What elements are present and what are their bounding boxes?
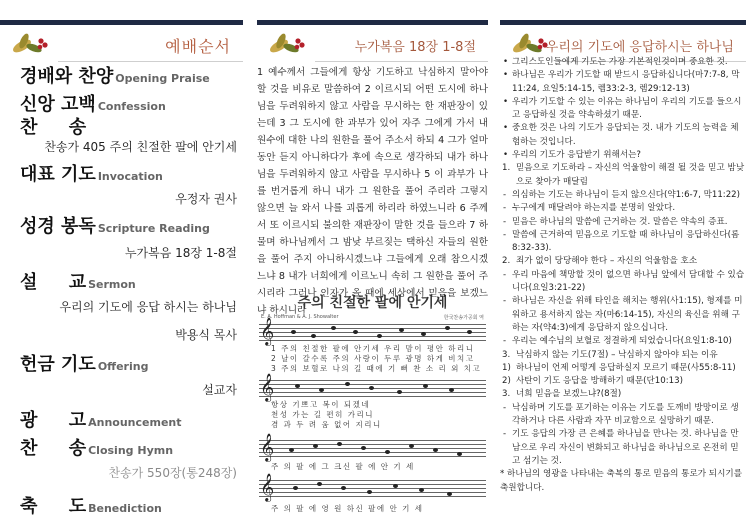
item-korean: 헌금 기도	[20, 354, 96, 375]
lyric-line: 2 날이 갈수록 주의 사랑이 두루 광명 하게 비치고	[271, 354, 475, 363]
header-title: 누가복음 18장 1-8절	[354, 40, 476, 55]
item-english: Announcement	[88, 416, 182, 429]
worship-item	[20, 350, 237, 376]
header-divider	[315, 61, 488, 62]
item-english: Opening Praise	[115, 72, 210, 85]
item-english: Scripture Reading	[97, 222, 210, 235]
leaf-ornament-icon	[10, 30, 52, 60]
column-header	[0, 20, 243, 60]
lyric-line: 겸 과 두 려 움 없어 지리니	[271, 420, 382, 429]
music-staff	[259, 433, 486, 462]
leaf-ornament-icon	[267, 30, 309, 60]
header-title: 예배순서	[165, 37, 231, 56]
note-item: 1. 믿음으로 기도하라 – 자신의 억울함이 해결 될 것을 믿고 밤낮으로 찾아가 매달림	[500, 162, 746, 189]
treble-clef-icon: 𝄞	[260, 473, 275, 501]
hymn-score	[257, 292, 488, 524]
note-item: * 하나님의 영광을 나타내는 축복의 통로 믿음의 통로가 되시기를 축원합니다.	[500, 469, 742, 493]
lyric-line: 주 의 팔 에 영 원 하신 팔에 안 기 세	[271, 504, 424, 513]
worship-item	[20, 62, 237, 88]
note-item: 1) 하나님이 언제 어떻게 응답하실지 모르기 때문(사55:8-11)	[500, 362, 746, 375]
note-item: - 우리 마음에 책망할 것이 없으면 하나님 앞에서 담대할 수 있습니다(요일3:21-22)	[500, 269, 746, 296]
sermon-notes-column	[500, 0, 746, 530]
item-korean: 축 도	[20, 496, 87, 517]
lyric-line: 천성 가는 길 편히 가리니	[271, 410, 374, 419]
note-item: - 하나님은 자신을 위해 타인을 해치는 행위(사1:15), 형제를 미워하고 용서하지 않는 자(마6:14-15), 자신의 육신을 위해 구하는 자(약4:3)에게 응답하지 않으십니다.	[500, 295, 746, 335]
lyric-line: 1 주의 친절한 팔에 안기세 우리 맘이 평안 하리니	[271, 344, 475, 353]
item-korean: 찬 송	[20, 438, 87, 459]
note-item: 2. 죄가 없이 당당해야 한다 – 자신의 억울함을 호소	[500, 255, 746, 268]
item-english: Closing Hymn	[88, 444, 174, 457]
note-item: • 우리가 기도할 수 있는 이유는 하나님이 우리의 기도를 들으시고 응답하실 것을 약속하셨기 때문.	[500, 96, 746, 123]
note-item: • 중요한 것은 나의 기도가 응답되는 것. 내가 기도의 능력을 체험하는 것입니다.	[500, 122, 746, 149]
item-korean: 경배와 찬양	[20, 66, 114, 87]
item-detail: 찬송가 550장(통248장)	[108, 466, 237, 480]
item-detail: 우정자 권사	[175, 192, 237, 206]
worship-item	[20, 492, 237, 518]
column-header	[257, 20, 488, 60]
worship-item	[20, 434, 237, 460]
note-item: - 의심하는 기도는 하나님이 듣지 않으신다(약1:6-7, 막11:22)	[500, 189, 746, 202]
item-korean: 광 고	[20, 410, 87, 431]
note-item: - 낙심하며 기도를 포기하는 이유는 기도를 도깨비 방망이로 생각하거나 다른 사람과 자꾸 비교함으로 실망하기 때문.	[500, 402, 746, 429]
sermon-title: 우리의 기도에 응답 하시는 하나님	[59, 300, 237, 314]
item-korean: 신앙 고백	[20, 94, 96, 115]
item-english: Offering	[97, 360, 149, 373]
treble-clef-icon: 𝄞	[260, 373, 275, 401]
item-korean: 성경 봉독	[20, 216, 96, 237]
note-item: - 기도 응답의 가장 큰 은혜를 하나님을 만나는 것. 하나님을 만남으로 우리 자신이 변화되고 하나님을 하나님으로 온전히 믿고 섬기는 것.	[500, 428, 746, 468]
worship-item	[20, 268, 237, 294]
item-detail: 누가복음 18장 1-8절	[124, 246, 237, 260]
note-item: 2) 사탄이 기도 응답을 방해하기 때문(단10:13)	[500, 375, 746, 388]
worship-item	[20, 113, 237, 139]
note-item: - 말씀에 근거하여 믿음으로 기도할 때 하나님이 응답하신다(롬8:32-33).	[500, 229, 746, 256]
item-korean: 대표 기도	[20, 164, 96, 185]
item-english: Benediction	[88, 502, 162, 515]
column-header	[500, 20, 746, 60]
lyric-line: 항상 기쁘고 복이 되겠네	[271, 400, 371, 409]
note-item: - 믿음은 하나님의 말씀에 근거하는 것. 말씀은 약속의 증표.	[500, 216, 746, 229]
lyric-line: 3 주의 보혈로 나의 길 때에 기 뻐 찬 소 리 외 치고	[271, 364, 482, 373]
item-english: Invocation	[97, 170, 163, 183]
order-of-worship-column	[0, 0, 243, 530]
note-item: - 누구에게 매달려야 하는지를 분명히 알았다.	[500, 202, 746, 215]
hymn-title: 주의 친절한 팔에 안기세	[297, 295, 448, 311]
note-item: • 하나님은 우리가 기도할 때 받드시 응답하십니다(마7:7-8, 막11:24, 요일5:14-15, 렘33:2-3, 렘29:12-13)	[500, 69, 746, 96]
scripture-column	[257, 0, 488, 530]
worship-item	[20, 160, 237, 186]
treble-clef-icon: 𝄞	[260, 433, 275, 461]
header-title: 우리의 기도에 응답하시는 하나님	[545, 40, 734, 55]
preacher-name: 박용식 목사	[175, 328, 237, 342]
item-detail: 설교자	[202, 383, 237, 397]
music-staff	[259, 473, 486, 502]
item-english: Sermon	[88, 278, 136, 291]
item-detail: 찬송가 405 주의 친절한 팔에 안기세	[44, 140, 237, 154]
note-item: - 우리는 예수님의 보혈로 정결하게 되었습니다(요일1:8-10)	[500, 335, 746, 348]
sermon-notes-list	[500, 56, 746, 495]
music-staff	[259, 373, 486, 402]
hymn-translator: 한국찬송가공회 역	[443, 315, 484, 321]
item-korean: 찬 송	[20, 117, 87, 138]
lyric-line: 주 의 팔 에 그 크신 팔 에 안 기 세	[271, 462, 415, 471]
worship-item	[20, 406, 237, 432]
treble-clef-icon: 𝄞	[260, 317, 275, 345]
note-item: 3. 낙심하지 않는 기도(7절) – 낙심하지 않아야 되는 이유	[500, 349, 746, 362]
scripture-passage: 1 예수께서 그들에게 항상 기도하고 낙심하지 말아야 할 것을 비유로 말씀하여 2 이르시되 어떤 도시에 하나님을 두려워하지 않고 사람을 무시하는 한 재판장이 있는데 3 그 도시에 한 과부가 있어 자주 그에게 가서 내 원수에 대한 나의 원한을 풀어 주소서 하되 4 그가 얼마 동안 듣지 아니하다가 후에 속으로 생각하되 내가 하나님을 두려워하지 않고 사람을 무시하나 5 이 과부가 나를 번거롭게 하니 내가 그 원한을 풀어 주리라 그렇지 않으면 늘 와서 나를 괴롭게 하리라 하였느니라 6 주께서 또 이르시되 불의한 재판장이 말한 것을 들으라 7 하물며 하나님께서 그 밤낮 부르짖는 택하신 자들의 원한을 풀어 주지 아니하시겠느냐 그들에게 오래 참으시겠느냐 8 내가 너희에게 이르노니 속히 그 원한을 풀어 주시리라 그러나 인자가 올 때에 세상에서 믿음을 보겠느냐 하시니라	[257, 67, 488, 316]
item-korean: 설 교	[20, 272, 87, 293]
note-item: • 우리의 기도가 응답받기 위해서는?	[500, 149, 746, 162]
item-english: Confession	[97, 100, 166, 113]
note-item: 3. 너희 믿음을 보겠느냐?(8절)	[500, 388, 746, 401]
worship-item	[20, 212, 237, 238]
note-item: • 그리스도인들에게 기도는 가장 기본적인것이며 중요한 것.	[500, 56, 746, 69]
hymn-composer: E. A. Hoffman & A. J. Showalter	[261, 314, 339, 320]
